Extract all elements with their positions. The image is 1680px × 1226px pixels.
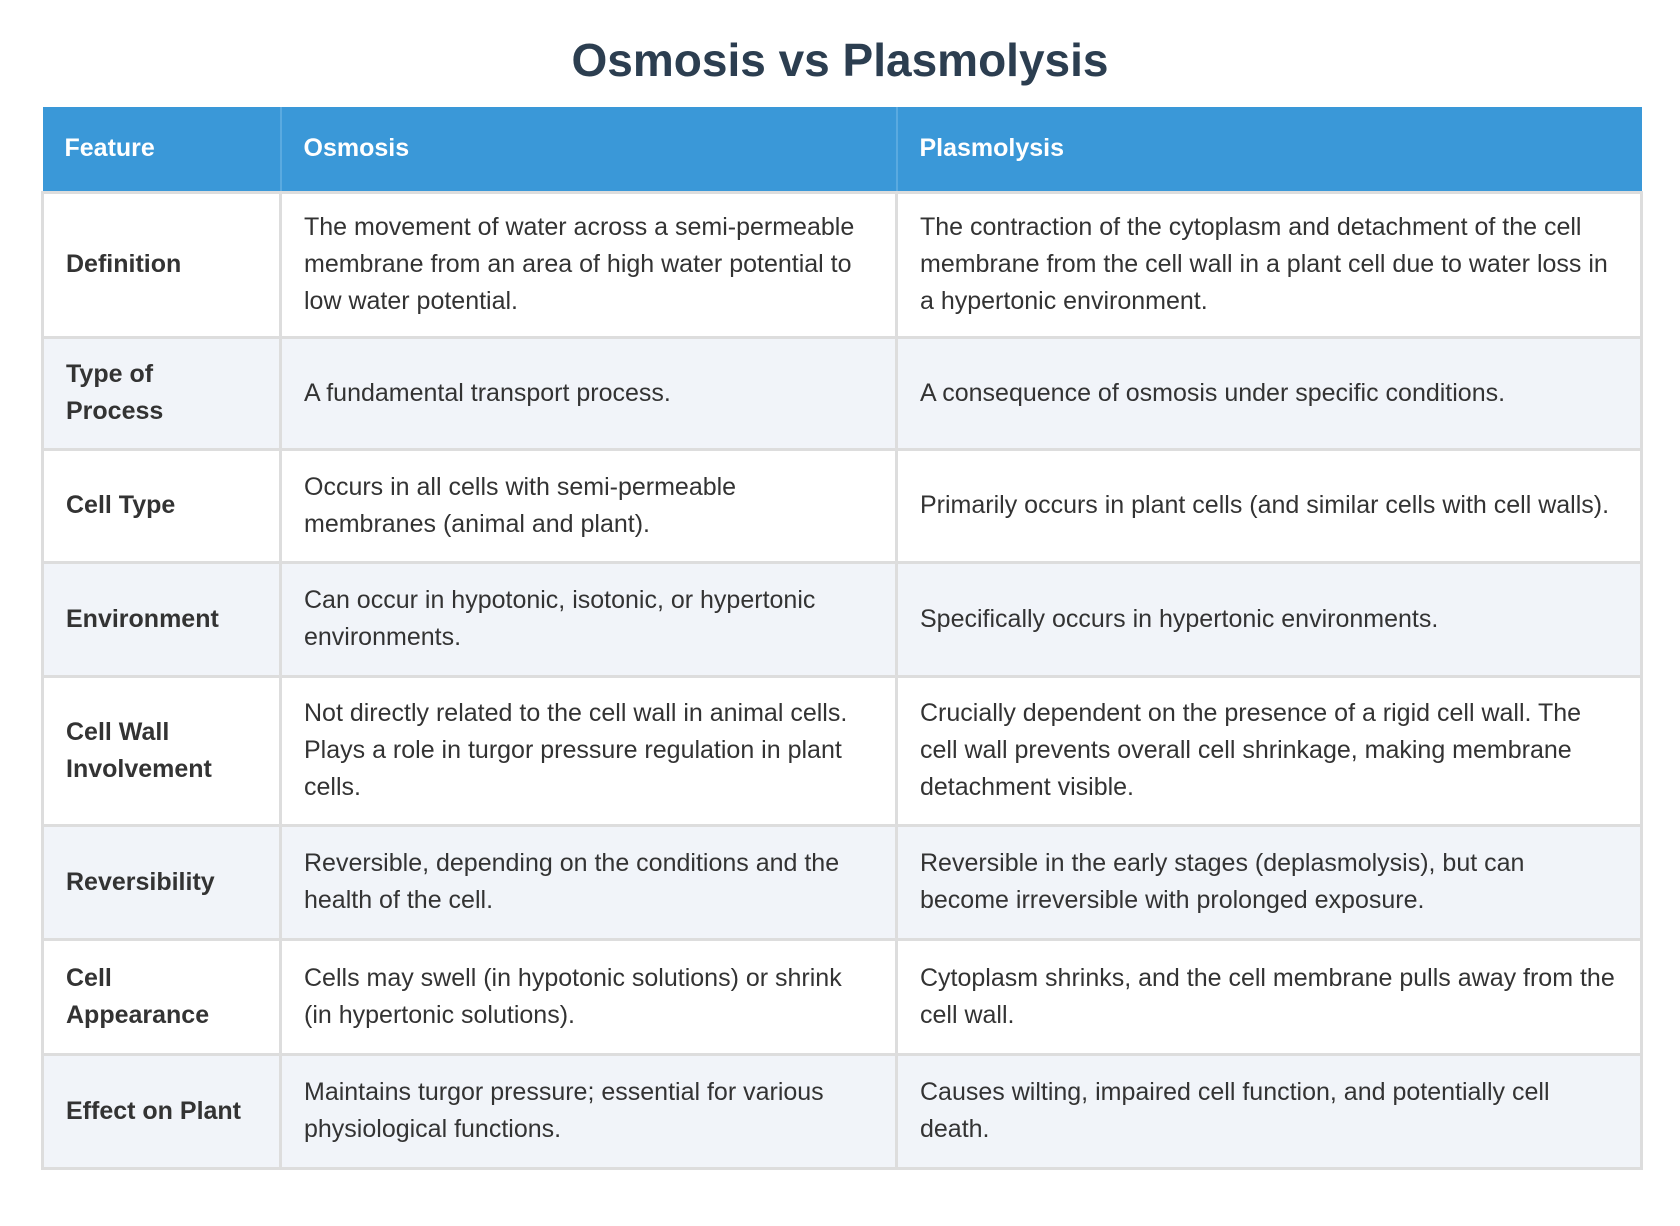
osmosis-cell: A fundamental transport process. xyxy=(281,337,897,449)
plasmolysis-cell: A consequence of osmosis under specific conditions. xyxy=(897,337,1642,449)
osmosis-cell: Cells may swell (in hypotonic solutions) or shrink (in hypertonic solutions). xyxy=(281,939,897,1054)
table-row xyxy=(43,562,1642,676)
plasmolysis-cell: Cytoplasm shrinks, and the cell membrane pulls away from the cell wall. xyxy=(897,939,1642,1054)
feature-cell: Reversibility xyxy=(43,825,281,939)
osmosis-cell: Not directly related to the cell wall in animal cells. Plays a role in turgor pressure regulation in plant cells. xyxy=(281,676,897,825)
plasmolysis-cell: Reversible in the early stages (deplasmolysis), but can become irreversible with prolonged exposure. xyxy=(897,825,1642,939)
table-row xyxy=(43,939,1642,1054)
header-plasmolysis: Plasmolysis xyxy=(897,107,1642,192)
table-row xyxy=(43,825,1642,939)
table-row xyxy=(43,192,1642,337)
osmosis-cell: The movement of water across a semi-permeable membrane from an area of high water potential to low water potential. xyxy=(281,192,897,337)
feature-cell: Cell Type xyxy=(43,449,281,562)
plasmolysis-cell: Specifically occurs in hypertonic environments. xyxy=(897,562,1642,676)
header-feature: Feature xyxy=(43,107,281,192)
header-row xyxy=(43,107,1642,192)
osmosis-cell: Occurs in all cells with semi-permeable membranes (animal and plant). xyxy=(281,449,897,562)
osmosis-cell: Maintains turgor pressure; essential for various physiological functions. xyxy=(281,1054,897,1168)
plasmolysis-cell: Crucially dependent on the presence of a rigid cell wall. The cell wall prevents overall cell shrinkage, making membrane detachment visible. xyxy=(897,676,1642,825)
page-title: Osmosis vs Plasmolysis xyxy=(571,34,1109,86)
feature-cell: Environment xyxy=(43,562,281,676)
feature-cell: Effect on Plant xyxy=(43,1054,281,1168)
table-row xyxy=(43,449,1642,562)
table-header xyxy=(43,107,1642,192)
feature-cell: Cell Wall Involvement xyxy=(43,676,281,825)
osmosis-cell: Can occur in hypotonic, isotonic, or hypertonic environments. xyxy=(281,562,897,676)
feature-cell: Type of Process xyxy=(43,337,281,449)
plasmolysis-cell: The contraction of the cytoplasm and detachment of the cell membrane from the cell wall in a plant cell due to water loss in a hypertonic environment. xyxy=(897,192,1642,337)
comparison-table xyxy=(41,107,1643,1170)
table-row xyxy=(43,676,1642,825)
table-row xyxy=(43,337,1642,449)
plasmolysis-cell: Causes wilting, impaired cell function, and potentially cell death. xyxy=(897,1054,1642,1168)
table-row xyxy=(43,1054,1642,1168)
osmosis-cell: Reversible, depending on the conditions and the health of the cell. xyxy=(281,825,897,939)
feature-cell: Definition xyxy=(43,192,281,337)
header-osmosis: Osmosis xyxy=(281,107,897,192)
plasmolysis-cell: Primarily occurs in plant cells (and similar cells with cell walls). xyxy=(897,449,1642,562)
table-body xyxy=(43,192,1642,1168)
feature-cell: Cell Appearance xyxy=(43,939,281,1054)
